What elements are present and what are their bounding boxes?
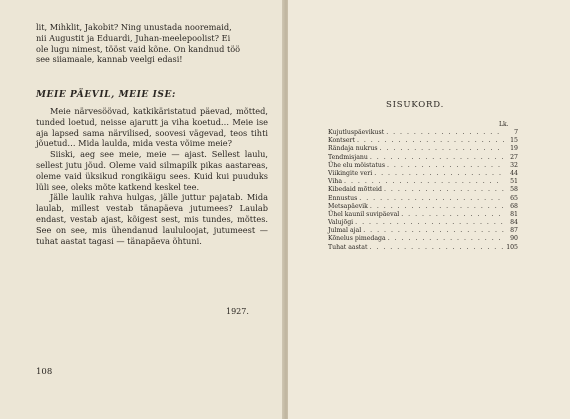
toc-entry-page: 27 — [510, 153, 518, 161]
toc-entry — [328, 162, 518, 170]
toc-entry-page: 68 — [510, 202, 518, 210]
toc-entry-page: 81 — [510, 210, 518, 218]
toc-leader-dots — [374, 170, 504, 178]
toc-leader-dots — [387, 162, 504, 170]
toc-entry-title: Rändaja nukrus — [328, 145, 378, 153]
toc-entry-page: 44 — [510, 169, 518, 177]
toc-entry-title: Kujutluspäevikust — [328, 129, 385, 136]
toc-entry-title: Tendmisjanu — [328, 153, 368, 161]
toc-entry-title: Viikingite veri — [328, 169, 373, 177]
text-line: lit, Mihklit, Jakobit? Ning unustada nooremaid, — [36, 22, 232, 32]
section-heading: MEIE PÄEVIL, MEIE ISE: — [36, 90, 176, 100]
toc-entry-title: Ühe elu möistatus — [328, 161, 385, 169]
toc-entry-page: 87 — [510, 227, 518, 235]
section-body — [36, 106, 268, 246]
toc-title: SISUKORD. — [386, 100, 445, 110]
toc-leader-dots — [369, 244, 504, 252]
toc-entry-page: 65 — [510, 194, 518, 202]
toc-entry — [328, 137, 518, 145]
toc-leader-dots — [380, 145, 504, 153]
toc-entry-page: 19 — [510, 145, 518, 153]
toc-entry — [328, 195, 518, 203]
toc-leader-dots — [370, 154, 504, 162]
continuation-text — [36, 22, 268, 65]
paragraph: Siiski, aeg see meie, meie — ajast. Sellest laulu, sellest jutu jõud. Oleme vaid silmapilk pikas aastareas, oleme vaid üksikud rongikäigu sees. Kuid kui puuduks lüli see, oleks mõte katkend keskel tee. — [36, 149, 268, 192]
toc-entry-title: Kontsert — [328, 137, 355, 145]
toc-leader-dots — [401, 211, 504, 219]
toc-leader-dots — [344, 178, 504, 186]
toc-entry — [328, 154, 518, 162]
toc-entry — [328, 219, 518, 227]
toc-entry-title: Julmal ajal — [328, 227, 362, 235]
table-of-contents — [328, 129, 518, 252]
toc-leader-dots — [386, 129, 504, 137]
toc-entry-title: Ühel kaunil suvipäeval — [328, 210, 400, 218]
toc-entry — [328, 227, 518, 235]
year-mark: 1927. — [226, 307, 249, 316]
toc-entry-title: Ennustus — [328, 194, 358, 202]
toc-leader-dots — [363, 227, 504, 235]
toc-entry — [328, 244, 518, 252]
toc-entry — [328, 170, 518, 178]
toc-entry-page: 90 — [510, 235, 518, 243]
toc-leader-dots — [370, 203, 504, 211]
toc-entry-title: Valujõgi — [328, 219, 354, 227]
toc-entry-page: 7 — [514, 129, 518, 136]
paragraph: Jälle laulik rahva hulgas, jälle juttur pajatab. Mida laulab, millest vestab tänapäeva jutumees? Laulab endast, vestab ajast, kõigest sest, mis tundes, mõttes. See on see, mis ühendanud laululoojat, jutumeest — tuhat aastat tagasi — tänapäeva õhtuni. — [36, 192, 268, 246]
toc-entry — [328, 178, 518, 186]
toc-leader-dots — [355, 219, 504, 227]
toc-leader-dots — [388, 235, 504, 243]
toc-leader-dots — [357, 137, 504, 145]
toc-entry — [328, 145, 518, 153]
toc-entry-page: 58 — [510, 186, 518, 194]
text-line: see siiamaale, kannab veelgi edasi! — [36, 54, 183, 65]
toc-leader-dots — [384, 186, 504, 194]
toc-entry-title: Kõnelus pimedaga — [328, 235, 386, 243]
toc-entry-title: Tuhat aastat — [328, 243, 368, 251]
toc-entry — [328, 186, 518, 194]
toc-leader-dots — [359, 195, 504, 203]
toc-entry-page: 51 — [510, 178, 518, 186]
toc-entry — [328, 211, 518, 219]
page-number: 108 — [36, 367, 53, 377]
text-line: nii Augustit ja Eduardi, Juhan-meelepoolist? Ei — [36, 32, 231, 43]
toc-entry — [328, 129, 518, 137]
paragraph: Meie närvesöövad, katkikäristatud päevad, mõtted, tunded loetud, neisse ajarutt ja viha koetud… Meie ise aja lapsed sama närvilised, soovesi vägevad, teos tihti jõuetud… Mida laulda, mida vesta võime meie? — [36, 106, 268, 149]
text-line: ole lugu nimest, tööst vaid kõne. On kandnud töö — [36, 43, 241, 54]
toc-entry-page: 32 — [510, 161, 518, 169]
toc-entry — [328, 203, 518, 211]
toc-entry-title: Metsapäevik — [328, 202, 368, 210]
toc-entry-title: Viha — [328, 178, 343, 186]
toc-entry-page: 15 — [510, 137, 518, 145]
toc-entry-page: 105 — [506, 243, 518, 251]
toc-entry-title: Kibedaid mõtteid — [328, 186, 382, 194]
toc-entry — [328, 235, 518, 243]
toc-entry-page: 84 — [510, 219, 518, 227]
toc-page-column-header: Lk. — [499, 121, 509, 128]
